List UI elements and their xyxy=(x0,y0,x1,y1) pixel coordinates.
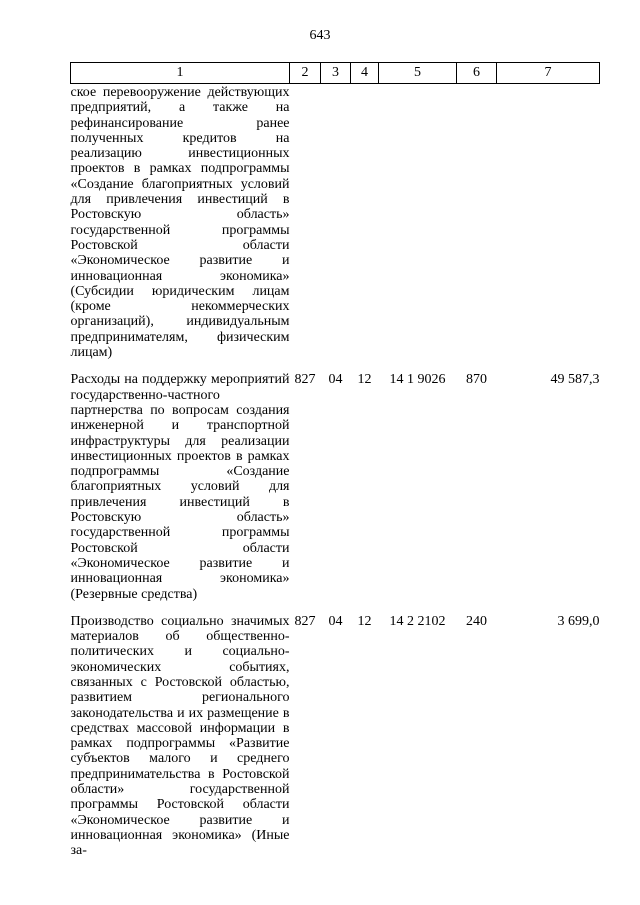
table-header-row xyxy=(71,63,600,84)
cell-amount: 49 587,3 xyxy=(550,372,600,388)
column-header: 1 xyxy=(71,63,290,84)
cell-amount xyxy=(497,84,600,361)
column-header: 3 xyxy=(321,63,351,84)
column-header: 6 xyxy=(457,63,497,84)
cell-ministry-code xyxy=(290,84,321,361)
column-header: 5 xyxy=(379,63,457,84)
cell-target-article: 14 1 9026 xyxy=(389,372,446,388)
cell-expense-type xyxy=(457,84,497,361)
cell-ministry-code: 827 xyxy=(294,372,316,388)
cell-subsection: 12 xyxy=(357,613,372,629)
table-row xyxy=(71,360,600,601)
row-description: Расходы на поддержку мероприятий государственно-частного партнерства по вопросам создания инженерной и транспортной инфраструктуры для реализации инвестиционных проектов в рамках подпрограммы «Создание благоприятных условий для привлечения инвестиций в Ростовскую область» государственной программы Ростовской области «Экономическое развитие и инновационная экономика» (Резервные средства) xyxy=(70,372,290,602)
table-row xyxy=(71,84,600,361)
table-row xyxy=(71,602,600,859)
budget-table xyxy=(70,62,600,859)
column-header: 4 xyxy=(351,63,379,84)
column-header: 7 xyxy=(497,63,600,84)
cell-subsection: 12 xyxy=(357,372,372,388)
page-number: 643 xyxy=(309,28,331,43)
cell-expense-type: 870 xyxy=(466,372,487,388)
row-description: Производство социально значимых материалов об общественно-политических и социально-экономических событиях, связанных с Ростовской областью, развитием регионального законодательства и их размещение в средствах массовой информации в рамках подпрограммы «Развитие субъектов малого и среднего предпринимательства в Ростовской области» государственной программы Ростовской области «Экономическое развитие и инновационная экономика» (Иные за- xyxy=(70,613,290,859)
cell-ministry-code: 827 xyxy=(294,613,316,629)
cell-subsection xyxy=(351,84,379,361)
row-description: ское перевооружение действующих предприятий, а также на рефинансирование ранее полученных кредитов на реализацию инвестиционных проектов в рамках подпрограммы «Создание благоприятных условий для привлечения инвестиций в Ростовскую область» государственной программы Ростовской области «Экономическое развитие и инновационная экономика» (Субсидии юридическим лицам (кроме некоммерческих организаций), индивидуальным предпринимателям, физическим лицам) xyxy=(70,85,290,361)
cell-section xyxy=(321,84,351,361)
cell-amount: 3 699,0 xyxy=(557,613,600,629)
cell-expense-type: 240 xyxy=(466,613,487,629)
cell-target-article xyxy=(379,84,457,361)
cell-section: 04 xyxy=(328,613,343,629)
column-header: 2 xyxy=(290,63,321,84)
cell-target-article: 14 2 2102 xyxy=(389,613,446,629)
cell-section: 04 xyxy=(328,372,343,388)
